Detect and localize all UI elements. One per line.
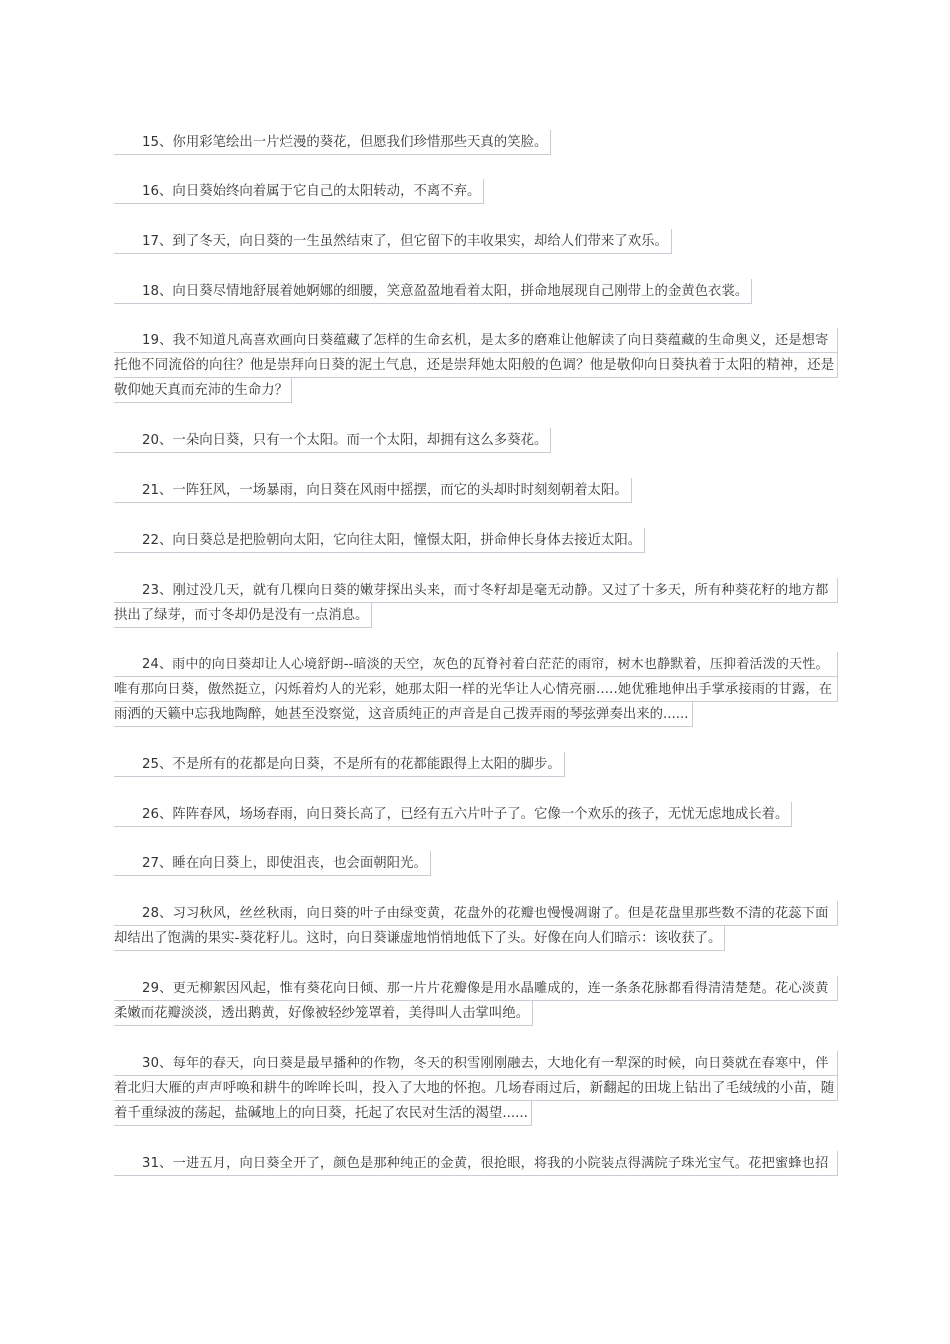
text-line: 拱出了绿芽，而寸冬却仍是没有一点消息。 bbox=[114, 603, 372, 628]
paragraph-19 bbox=[114, 328, 838, 403]
text-line: 17、到了冬天，向日葵的一生虽然结束了，但它留下的丰收果实，却给人们带来了欢乐。 bbox=[114, 229, 672, 254]
text-line: 23、刚过没几天，就有几棵向日葵的嫩芽探出头来，而寸冬籽却是毫无动静。又过了十多天，所有种葵花籽的地方都 bbox=[114, 578, 838, 603]
text-line: 27、睡在向日葵上，即使沮丧，也会面朝阳光。 bbox=[114, 851, 431, 876]
paragraph-20 bbox=[114, 428, 838, 453]
paragraph-29 bbox=[114, 976, 838, 1026]
text-line: 26、阵阵春风，场场春雨，向日葵长高了，已经有五六片叶子了。它像一个欢乐的孩子，无忧无虑地成长着。 bbox=[114, 802, 792, 827]
text-line: 22、向日葵总是把脸朝向太阳，它向往太阳，憧憬太阳，拼命伸长身体去接近太阳。 bbox=[114, 528, 645, 553]
paragraph-15 bbox=[114, 130, 838, 155]
paragraph-17 bbox=[114, 229, 838, 254]
text-line: 着北归大雁的声声呼唤和耕牛的哞哞长叫，投入了大地的怀抱。几场春雨过后，新翻起的田垅上钻出了毛绒绒的小苗，随 bbox=[114, 1076, 838, 1101]
text-line: 16、向日葵始终向着属于它自己的太阳转动，不离不弃。 bbox=[114, 179, 484, 204]
paragraph-21 bbox=[114, 478, 838, 503]
paragraph-18 bbox=[114, 279, 838, 304]
paragraph-31 bbox=[114, 1151, 838, 1176]
text-line: 托他不同流俗的向往？他是崇拜向日葵的泥土气息，还是崇拜她太阳般的色调？他是敬仰向日葵执着于太阳的精神，还是 bbox=[114, 353, 838, 378]
text-line: 25、不是所有的花都是向日葵，不是所有的花都能跟得上太阳的脚步。 bbox=[114, 752, 565, 777]
paragraph-24 bbox=[114, 652, 838, 727]
paragraph-22 bbox=[114, 528, 838, 553]
paragraph-26 bbox=[114, 802, 838, 827]
text-line: 24、雨中的向日葵却让人心境舒朗--暗淡的天空，灰色的瓦脊衬着白茫茫的雨帘，树木也静默着，压抑着活泼的天性。 bbox=[114, 652, 838, 677]
paragraph-28 bbox=[114, 901, 838, 951]
paragraph-16 bbox=[114, 179, 838, 204]
text-line: 15、你用彩笔绘出一片烂漫的葵花，但愿我们珍惜那些天真的笑脸。 bbox=[114, 130, 551, 155]
text-line: 18、向日葵尽情地舒展着她婀娜的细腰，笑意盈盈地看着太阳，拼命地展现自己刚带上的金黄色衣裳。 bbox=[114, 279, 752, 304]
text-line: 唯有那向日葵，傲然挺立，闪烁着灼人的光彩，她那太阳一样的光华让人心情亮丽.....她优雅地伸出手掌承接雨的甘露，在 bbox=[114, 677, 838, 702]
text-line: 28、习习秋风，丝丝秋雨，向日葵的叶子由绿变黄，花盘外的花瓣也慢慢凋谢了。但是花盘里那些数不清的花蕊下面 bbox=[114, 901, 838, 926]
text-line: 30、每年的春天，向日葵是最早播种的作物，冬天的积雪刚刚融去，大地化有一犁深的时候，向日葵就在春寒中，伴 bbox=[114, 1051, 838, 1076]
paragraph-23 bbox=[114, 578, 838, 628]
text-line: 20、一朵向日葵，只有一个太阳。而一个太阳，却拥有这么多葵花。 bbox=[114, 428, 551, 453]
text-line: 敬仰她天真而充沛的生命力？ bbox=[114, 378, 292, 403]
text-line: 29、更无柳絮因风起，惟有葵花向日倾、那一片片花瓣像是用水晶雕成的，连一条条花脉都看得清清楚楚。花心淡黄 bbox=[114, 976, 838, 1001]
paragraph-27 bbox=[114, 851, 838, 876]
text-line: 柔嫩而花瓣淡淡，透出鹅黄，好像被轻纱笼罩着，美得叫人击掌叫绝。 bbox=[114, 1001, 533, 1026]
text-line: 着千重绿波的荡起，盐碱地上的向日葵，托起了农民对生活的渴望...... bbox=[114, 1101, 532, 1126]
text-line: 雨洒的天籁中忘我地陶醉，她甚至没察觉，这音质纯正的声音是自己拨弄雨的琴弦弹奏出来的...... bbox=[114, 702, 693, 727]
paragraph-25 bbox=[114, 752, 838, 777]
text-line: 19、我不知道凡高喜欢画向日葵蕴藏了怎样的生命玄机，是太多的磨难让他解读了向日葵蕴藏的生命奥义，还是想寄 bbox=[114, 328, 838, 353]
text-line: 却结出了饱满的果实-葵花籽儿。这时，向日葵谦虚地悄悄地低下了头。好像在向人们暗示：该收获了。 bbox=[114, 926, 725, 951]
text-line: 21、一阵狂风，一场暴雨，向日葵在风雨中摇摆，而它的头却时时刻刻朝着太阳。 bbox=[114, 478, 632, 503]
text-line: 31、一进五月，向日葵全开了，颜色是那种纯正的金黄，很抢眼，将我的小院装点得满院子珠光宝气。花把蜜蜂也招 bbox=[114, 1151, 838, 1176]
paragraph-30 bbox=[114, 1051, 838, 1126]
